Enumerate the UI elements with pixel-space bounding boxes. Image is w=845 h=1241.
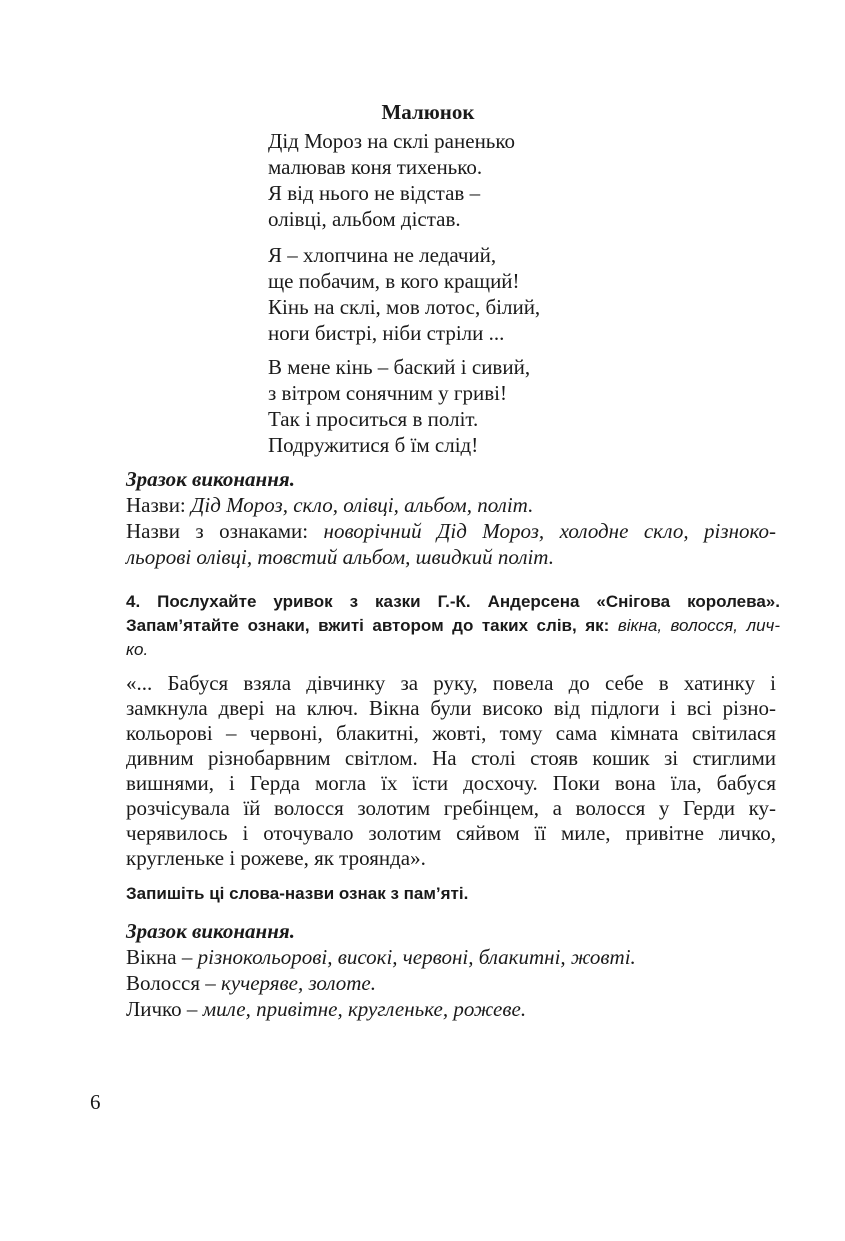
task-4-line-2 [126,614,780,638]
poem-stanza-2 [268,242,540,346]
poem-line: ноги бистрі, ніби стріли ... [268,321,505,345]
poem-line: з вітром сонячним у гриві! [268,381,508,405]
excerpt-line: кольорові – червоні, блакитні, жовті, тому сама кімната світилася [126,721,776,745]
poem-line: малював коня тихенько. [268,155,483,179]
poem-line: Подружитися б їм слід! [268,433,479,457]
poem-line: олівці, альбом дістав. [268,207,461,231]
names-signs-prefix: Назви з ознаками: [126,519,309,543]
answer-row [126,944,776,970]
excerpt-line: кругленьке і рожеве, як троянда». [126,846,426,870]
task-4-bold-text: Запам’ятайте ознаки, вжиті автором до таких слів, як: [126,616,610,635]
excerpt-line: замкнула двері на ключ. Вікна були високо від підлоги і всі різно- [126,696,776,720]
task-4-line-3: ко. [126,640,149,659]
answer-value: миле, привітне, кругленьке, рожеве. [202,997,527,1021]
sample-label: Зразок виконання. [126,919,295,943]
answer-row [126,996,776,1022]
excerpt-line: розчісувала їй волосся золотим гребінцем, а волосся у Герди ку- [126,796,776,820]
names-signs-value-1: новорічний Дід Мороз, холодне скло, різноко- [323,519,777,543]
answer-value: різнокольорові, високі, червоні, блакитні, жовті. [197,945,636,969]
sample-answer-1 [126,466,776,570]
poem-stanza-1 [268,128,515,232]
poem-line: Кінь на склі, мов лотос, білий, [268,295,541,319]
answer-word: Вікна – [126,945,193,969]
task-4-words: вікна, волосся, лич- [617,616,780,635]
excerpt-line: черявилось і оточувало золотим сяйвом її миле, привітне личко, [126,821,776,845]
answer-word: Волосся – [126,971,216,995]
sample-label: Зразок виконання. [126,467,295,491]
excerpt-paragraph [126,671,776,871]
answer-value: кучеряве, золоте. [221,971,376,995]
task-4 [126,590,780,662]
poem-line: Я від нього не відстав – [268,181,481,205]
answer-word: Личко – [126,997,198,1021]
excerpt-line: «... Бабуся взяла дівчинку за руку, повела до себе в хатинку і [126,671,776,695]
sample-answer-2 [126,918,776,1022]
poem-line: Дід Мороз на склі раненько [268,129,516,153]
names-signs-row [126,518,776,544]
excerpt-line: вишнями, і Герда могла їх їсти досхочу. Поки вона їла, бабуся [126,771,776,795]
excerpt-line: дивним різнобарвним світлом. На столі стояв кошик зі стиглими [126,746,776,770]
answer-row [126,970,776,996]
names-value: Дід Мороз, скло, олівці, альбом, політ. [191,493,534,517]
poem-line: Так і проситься в політ. [268,407,479,431]
poem-title: Малюнок [381,100,475,124]
names-prefix: Назви: [126,493,186,517]
names-row [126,492,776,518]
task-4-line-1: 4. Послухайте уривок з казки Г.-К. Андерсена «Снігова королева». [126,592,780,611]
instruction: Запишіть ці слова-назви ознак з пам’яті. [126,884,469,903]
names-signs-value-2: льорові олівці, товстий альбом, швидкий політ. [126,545,554,569]
poem-line: ще побачим, в кого кращий! [268,269,520,293]
page-number: 6 [90,1090,101,1114]
poem-line: Я – хлопчина не ледачий, [268,243,497,267]
poem-stanza-3 [268,354,530,458]
poem-line: В мене кінь – баский і сивий, [268,355,531,379]
